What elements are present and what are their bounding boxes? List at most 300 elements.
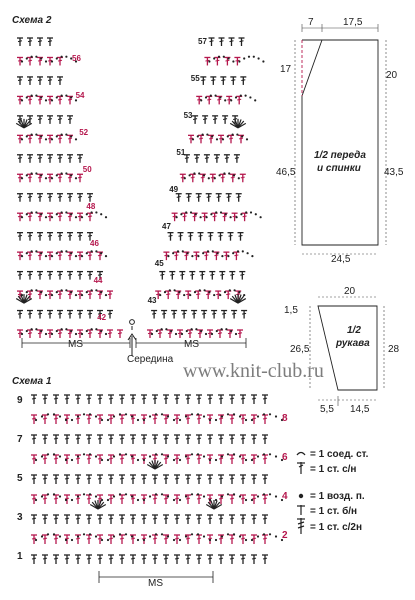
- stitch-mark: [47, 38, 53, 46]
- chain-dot: [51, 138, 53, 140]
- chain-dot: [178, 291, 180, 293]
- stitch-mark: [117, 330, 123, 338]
- chain-dot: [65, 499, 67, 501]
- chain-dot: [179, 419, 181, 421]
- chain-dot: [86, 330, 88, 332]
- stitch-mark: [27, 57, 33, 65]
- scheme1-ms-label: MS: [148, 578, 163, 589]
- fan-mark: [147, 460, 163, 469]
- chain-dot: [95, 415, 97, 417]
- slip-stitch-icon: [297, 453, 305, 456]
- chain-dot: [229, 289, 231, 291]
- scheme2-right-row-number: 47: [162, 222, 171, 231]
- chain-dot: [61, 250, 63, 252]
- chain-dot: [228, 57, 230, 59]
- stitch-mark: [190, 174, 196, 182]
- chain-dot: [218, 56, 220, 58]
- body-right-upper-dim: 20: [386, 70, 398, 81]
- chain-dot: [91, 289, 93, 291]
- stitch-mark: [196, 435, 202, 444]
- chain-dot: [223, 56, 225, 58]
- chain-dot: [41, 415, 43, 417]
- chain-dot: [205, 96, 207, 98]
- fan-mark: [230, 119, 246, 128]
- chain-dot: [211, 333, 213, 335]
- body-caption-line1: 1/2 переда: [314, 150, 366, 161]
- stitch-mark: [31, 435, 37, 444]
- chain-dot: [70, 135, 72, 137]
- stitch-mark: [219, 38, 225, 46]
- chain-dot: [21, 99, 23, 101]
- stitch-mark: [57, 77, 63, 85]
- chain-dot: [75, 177, 77, 179]
- chain-dot: [113, 455, 115, 457]
- sleeve-bottom-left-dim: 5,5: [320, 404, 334, 415]
- chain-dot: [232, 252, 234, 254]
- sleeve-caption-line1: 1/2: [347, 325, 361, 336]
- fan-mark: [206, 500, 222, 509]
- chain-dot: [70, 291, 72, 293]
- stitch-mark: [185, 555, 191, 564]
- chain-dot: [269, 413, 271, 415]
- chain-dot: [185, 455, 187, 457]
- chain-dot: [56, 57, 58, 59]
- chain-dot: [206, 133, 208, 135]
- stitch-mark: [67, 194, 73, 202]
- stitch-mark: [141, 435, 147, 444]
- chain-dot: [209, 419, 211, 421]
- stitch-mark: [107, 330, 113, 338]
- stitch-mark: [182, 213, 188, 221]
- legend-text-dc2: = 1 ст. с/2н: [310, 522, 363, 533]
- chain-dot: [263, 533, 265, 535]
- stitch-mark: [87, 330, 93, 338]
- chain-dot: [238, 291, 240, 293]
- stitch-mark: [262, 435, 268, 444]
- chain-dot: [208, 291, 210, 293]
- chain-dot: [77, 495, 79, 497]
- stitch-mark: [187, 330, 193, 338]
- stitch-mark: [64, 495, 70, 504]
- chain-dot: [230, 99, 232, 101]
- chain-dot: [224, 291, 226, 293]
- chain-dot: [245, 499, 247, 501]
- scheme2-pattern: [16, 38, 264, 338]
- chain-dot: [45, 294, 47, 296]
- chain-dot: [230, 216, 232, 218]
- stitch-mark: [57, 194, 63, 202]
- scheme1-left-row-number: 5: [17, 473, 23, 484]
- chain-dot: [45, 99, 47, 101]
- chain-dot: [189, 294, 191, 296]
- dc2-icon: [297, 518, 305, 534]
- stitch-mark: [27, 213, 33, 221]
- chain-dot: [179, 459, 181, 461]
- scheme2-left-row-number: 56: [72, 54, 81, 63]
- chain-dot: [161, 493, 163, 495]
- stitch-mark: [108, 555, 114, 564]
- chain-dot: [40, 174, 42, 176]
- chain-dot: [61, 328, 63, 330]
- chain-dot: [119, 413, 121, 415]
- chain-dot: [53, 413, 55, 415]
- stitch-mark: [242, 213, 248, 221]
- stitch-mark: [27, 272, 33, 280]
- chain-dot: [208, 177, 210, 179]
- stitch-mark: [119, 455, 125, 464]
- stitch-mark: [57, 272, 63, 280]
- chain-dot: [65, 133, 67, 135]
- chain-dot: [95, 495, 97, 497]
- stitch-mark: [192, 116, 198, 124]
- chain-dot: [215, 459, 217, 461]
- chain-dot: [41, 495, 43, 497]
- chain-dot: [65, 56, 67, 58]
- legend-item-hdc: [297, 505, 357, 517]
- stitch-mark: [17, 311, 23, 319]
- chain-dot: [269, 453, 271, 455]
- chain-dot: [95, 535, 97, 537]
- stitch-mark: [198, 233, 204, 241]
- chain-dot: [204, 289, 206, 291]
- stitch-mark: [196, 515, 202, 524]
- stitch-mark: [37, 233, 43, 241]
- stitch-mark: [64, 435, 70, 444]
- stitch-mark: [174, 435, 180, 444]
- chain-dot: [59, 455, 61, 457]
- chain-dot: [70, 252, 72, 254]
- stitch-mark: [251, 475, 257, 484]
- chain-dot: [31, 172, 33, 174]
- stitch-mark: [37, 194, 43, 202]
- chain-dot: [83, 413, 85, 415]
- stitch-mark: [97, 555, 103, 564]
- chain-dot: [251, 419, 253, 421]
- chain-dot: [257, 415, 259, 417]
- chain-dot: [125, 413, 127, 415]
- chain-dot: [21, 333, 23, 335]
- chain-dot: [255, 213, 257, 215]
- chain-dot: [107, 419, 109, 421]
- stitch-mark: [86, 455, 92, 464]
- chain-dot: [35, 499, 37, 501]
- chain-dot: [143, 419, 145, 421]
- stitch-mark: [67, 233, 73, 241]
- chain-dot: [262, 60, 264, 62]
- stitch-mark: [239, 272, 245, 280]
- stitch-mark: [75, 395, 81, 404]
- chain-dot: [51, 255, 53, 257]
- chain-dot: [105, 333, 107, 335]
- stitch-mark: [185, 475, 191, 484]
- scheme2-left-row-number: 46: [90, 239, 99, 248]
- chain-dot: [245, 459, 247, 461]
- stitch-mark: [181, 311, 187, 319]
- chain-dot: [105, 255, 107, 257]
- chain-dot: [215, 211, 217, 213]
- stitch-mark: [37, 272, 43, 280]
- chain-dot: [35, 56, 37, 58]
- stitch-mark: [218, 233, 224, 241]
- stitch-mark: [57, 96, 63, 104]
- chain-dot: [95, 211, 97, 213]
- chain-dot: [263, 413, 265, 415]
- stitch-mark: [222, 116, 228, 124]
- scheme2-right-row-number: 55: [190, 74, 200, 83]
- stitch-mark: [87, 291, 93, 299]
- stitch-mark: [47, 77, 53, 85]
- stitch-mark: [57, 311, 63, 319]
- chain-dot: [86, 252, 88, 254]
- chain-dot: [191, 493, 193, 495]
- stitch-mark: [141, 395, 147, 404]
- chain-dot: [211, 135, 213, 137]
- chain-dot: [81, 216, 83, 218]
- chain-dot: [227, 453, 229, 455]
- chain-dot: [233, 533, 235, 535]
- chain-dot: [275, 535, 277, 537]
- legend-text-chain: = 1 возд. п.: [310, 491, 365, 502]
- chain-dot: [220, 211, 222, 213]
- chain-dot: [26, 135, 28, 137]
- stitch-mark: [53, 475, 59, 484]
- chain-dot: [51, 177, 53, 179]
- chain-dot: [183, 294, 185, 296]
- stitch-mark: [119, 415, 125, 424]
- stitch-mark: [42, 555, 48, 564]
- chain-dot: [221, 415, 223, 417]
- stitch-mark: [229, 272, 235, 280]
- stitch-mark: [130, 435, 136, 444]
- chain-dot: [191, 255, 193, 257]
- stitch-mark: [200, 77, 206, 85]
- chain-dot: [61, 95, 63, 97]
- stitch-mark: [17, 77, 23, 85]
- chain-dot: [35, 289, 37, 291]
- stitch-mark: [57, 174, 63, 182]
- chain-dot: [207, 250, 209, 252]
- chain-dot: [45, 333, 47, 335]
- stitch-mark: [37, 38, 43, 46]
- stitch-mark: [229, 495, 235, 504]
- stitch-mark: [53, 515, 59, 524]
- stitch-mark: [27, 233, 33, 241]
- stitch-mark: [37, 155, 43, 163]
- chain-dot: [53, 533, 55, 535]
- chain-dot: [53, 493, 55, 495]
- stitch-mark: [237, 330, 243, 338]
- watermark: www.knit-club.ru: [183, 360, 324, 382]
- scheme2-left-row-number: 48: [86, 202, 96, 211]
- chain-dot: [113, 535, 115, 537]
- scheme2-left-row-number: 44: [93, 276, 103, 285]
- chain-dot: [26, 96, 28, 98]
- sleeve-right-dim: 28: [388, 344, 400, 355]
- legend-item-dc2: [297, 518, 362, 534]
- stitch-mark: [108, 395, 114, 404]
- stitch-mark: [77, 194, 83, 202]
- stitch-mark: [262, 555, 268, 564]
- chain-dot: [155, 453, 157, 455]
- chain-dot: [251, 459, 253, 461]
- stitch-mark: [218, 395, 224, 404]
- stitch-mark: [226, 194, 232, 202]
- chain-dot: [217, 252, 219, 254]
- stitch-mark: [57, 155, 63, 163]
- stitch-mark: [174, 555, 180, 564]
- chain-dot: [91, 211, 93, 213]
- stitch-mark: [159, 272, 165, 280]
- stitch-mark: [161, 311, 167, 319]
- chain-dot: [107, 499, 109, 501]
- stitch-mark: [151, 311, 157, 319]
- chain-dot: [31, 95, 33, 97]
- chain-dot: [240, 95, 242, 97]
- body-caption-line2: и спинки: [317, 163, 361, 174]
- stitch-mark: [196, 415, 202, 424]
- chain-dot: [35, 419, 37, 421]
- chain-dot: [65, 289, 67, 291]
- chain-dot: [223, 172, 225, 174]
- chain-dot: [240, 213, 242, 215]
- chain-dot: [233, 174, 235, 176]
- scheme1-right-row-number: 6: [282, 452, 288, 463]
- chain-dot: [187, 252, 189, 254]
- stitch-mark: [67, 311, 73, 319]
- chain-dot: [185, 415, 187, 417]
- chain-dot: [184, 177, 186, 179]
- stitch-mark: [64, 515, 70, 524]
- scheme1-left-row-number: 9: [17, 395, 23, 406]
- chain-dot: [143, 459, 145, 461]
- stitch-mark: [179, 272, 185, 280]
- chain-dot: [234, 289, 236, 291]
- chain-dot: [224, 99, 226, 101]
- chain-dot: [61, 172, 63, 174]
- chain-dot: [71, 459, 73, 461]
- chain-dot: [86, 213, 88, 215]
- stitch-mark: [75, 435, 81, 444]
- chain-dot: [119, 533, 121, 535]
- chain-dot: [155, 493, 157, 495]
- body-top-left-dim: 7: [308, 17, 314, 28]
- chain-dot: [21, 255, 23, 257]
- stitch-mark: [67, 272, 73, 280]
- chain-dot: [213, 57, 215, 59]
- stitch-mark: [130, 475, 136, 484]
- chain-dot: [105, 216, 107, 218]
- stitch-mark: [221, 311, 227, 319]
- chain-dot: [41, 455, 43, 457]
- chain-dot: [247, 252, 249, 254]
- stitch-mark: [64, 395, 70, 404]
- chain-dot: [203, 455, 205, 457]
- chain-dot: [65, 250, 67, 252]
- stitch-mark: [174, 475, 180, 484]
- chain-dot: [172, 252, 174, 254]
- chain-dot: [193, 172, 195, 174]
- chain-dot: [100, 252, 102, 254]
- chain-dot: [83, 493, 85, 495]
- chain-dot: [190, 211, 192, 213]
- chain-dot: [239, 415, 241, 417]
- chain-dot: [197, 135, 199, 137]
- chain-dot: [40, 252, 42, 254]
- stitch-mark: [31, 555, 37, 564]
- chain-dot: [70, 174, 72, 176]
- chain-dot: [177, 250, 179, 252]
- chain-dot: [35, 133, 37, 135]
- stitch-mark: [262, 395, 268, 404]
- center-label: Середина: [127, 354, 174, 365]
- chain-dot: [131, 455, 133, 457]
- stitch-mark: [75, 475, 81, 484]
- stitch-mark: [47, 233, 53, 241]
- chain-dot: [51, 99, 53, 101]
- chain-dot: [125, 493, 127, 495]
- body-left-lower-dim: 46,5: [276, 167, 296, 178]
- stitch-mark: [86, 515, 92, 524]
- chain-dot: [174, 289, 176, 291]
- chain-dot: [263, 453, 265, 455]
- stitch-mark: [87, 194, 93, 202]
- stitch-mark: [42, 515, 48, 524]
- stitch-mark: [178, 233, 184, 241]
- chain-dot: [246, 138, 248, 140]
- chain-dot: [239, 455, 241, 457]
- chain-dot: [167, 255, 169, 257]
- chain-dot: [173, 419, 175, 421]
- chain-dot: [167, 415, 169, 417]
- scheme2-ms-label-right: MS: [184, 339, 199, 350]
- stitch-mark: [77, 174, 83, 182]
- stitch-mark: [130, 555, 136, 564]
- stitch-mark: [57, 213, 63, 221]
- stitch-mark: [212, 213, 218, 221]
- chain-icon: [299, 494, 303, 498]
- stitch-mark: [163, 435, 169, 444]
- stitch-mark: [27, 38, 33, 46]
- chain-dot: [243, 294, 245, 296]
- chain-dot: [176, 216, 178, 218]
- stitch-mark: [207, 475, 213, 484]
- scheme2-right-row-number: 57: [198, 37, 207, 46]
- stitch-mark: [31, 515, 37, 524]
- scheme2-left-row-number: 50: [82, 165, 92, 174]
- stitch-mark: [240, 515, 246, 524]
- chain-dot: [40, 96, 42, 98]
- stitch-mark: [64, 475, 70, 484]
- chain-dot: [47, 413, 49, 415]
- stitch-mark: [119, 475, 125, 484]
- chain-dot: [161, 328, 163, 330]
- stitch-mark: [47, 311, 53, 319]
- chain-dot: [137, 459, 139, 461]
- chain-dot: [179, 539, 181, 541]
- stitch-mark: [53, 395, 59, 404]
- chain-dot: [45, 255, 47, 257]
- stitch-mark: [77, 155, 83, 163]
- stitch-mark: [163, 555, 169, 564]
- chain-dot: [215, 95, 217, 97]
- chain-dot: [125, 453, 127, 455]
- chain-dot: [137, 419, 139, 421]
- stitch-mark: [218, 475, 224, 484]
- chain-dot: [56, 174, 58, 176]
- chain-dot: [45, 177, 47, 179]
- chain-dot: [242, 250, 244, 252]
- legend-item-sc: [297, 462, 356, 475]
